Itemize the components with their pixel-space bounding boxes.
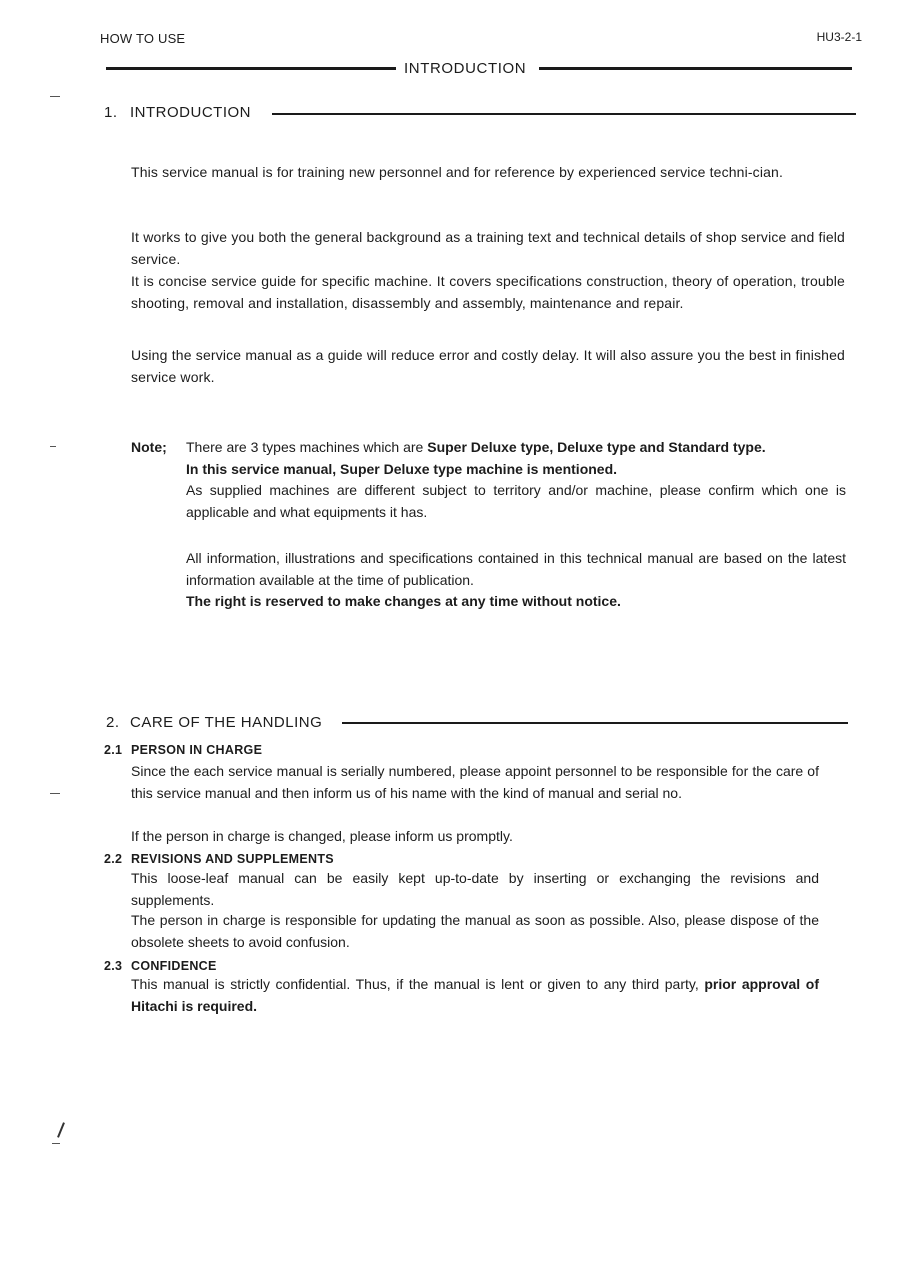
subsection-2-2-text-2: The person in charge is responsible for updating the manual as soon as possible. Also, please dispose of the obsolete sheets to avoid confusion. — [131, 912, 819, 950]
note-machine-types: Super Deluxe type, Deluxe type and Standard type. — [427, 439, 766, 455]
subsection-2-2-title: REVISIONS AND SUPPLEMENTS — [131, 852, 334, 866]
section-1-number: 1. — [104, 104, 118, 121]
subsection-2-3-text-main: This manual is strictly confidential. Thus, if the manual is lent or given to any third party, — [131, 976, 705, 992]
scan-mark-4 — [57, 1122, 65, 1138]
header-rule-right — [539, 67, 852, 70]
section-1-heading — [104, 104, 251, 121]
scan-mark-2 — [50, 446, 56, 447]
section-2-rule — [342, 722, 848, 724]
section-title: INTRODUCTION — [404, 60, 527, 77]
note-label: Note; — [131, 439, 167, 455]
note-line-1-text: There are 3 types machines which are — [186, 439, 428, 455]
header-left-label: HOW TO USE — [100, 31, 186, 46]
subsection-2-3-text-1 — [131, 974, 819, 1017]
note-line-5: The right is reserved to make changes at any time without notice. — [186, 593, 621, 609]
subsection-2-3-text-approval: prior approval of Hitachi is required. — [131, 976, 819, 1014]
note-line-2: In this service manual, Super Deluxe type machine is mentioned. — [186, 461, 618, 477]
subsection-2-1-heading — [104, 743, 262, 757]
subsection-2-1-number: 2.1 — [104, 743, 123, 757]
intro-paragraph-4: Using the service manual as a guide will reduce error and costly delay. It will also assure you the best in finished service work. — [131, 347, 845, 385]
scan-mark-3 — [50, 793, 60, 794]
subsection-2-1-text-2: If the person in charge is changed, please inform us promptly. — [131, 828, 513, 844]
note-line-4: All information, illustrations and specifications contained in this technical manual are based on the latest information available at the time of publication. — [186, 550, 846, 588]
header-rule-left — [106, 67, 396, 70]
section-1-title: INTRODUCTION — [130, 104, 251, 121]
subsection-2-2-heading — [104, 852, 334, 866]
section-2-number: 2. — [106, 714, 120, 731]
scan-mark-1 — [50, 96, 60, 97]
intro-paragraph-3: It is concise service guide for specific machine. It covers specifications construction, theory of operation, trouble shooting, removal and installation, disassembly and assembly, maintenance and repair. — [131, 273, 845, 311]
subsection-2-3-number: 2.3 — [104, 959, 123, 973]
subsection-2-2-text-1: This loose-leaf manual can be easily kept up-to-date by inserting or exchanging the revisions and supplements. — [131, 870, 819, 908]
note-line-3: As supplied machines are different subject to territory and/or machine, please confirm which one is applicable and what equipments it has. — [186, 482, 846, 520]
subsection-2-3-heading — [104, 959, 217, 973]
page-code: HU3-2-1 — [816, 30, 862, 44]
intro-paragraph-2: It works to give you both the general background as a training text and technical details of shop service and field service. — [131, 229, 845, 267]
section-2-heading — [106, 714, 322, 731]
subsection-2-3-title: CONFIDENCE — [131, 959, 217, 973]
subsection-2-1-title: PERSON IN CHARGE — [131, 743, 263, 757]
section-1-rule — [272, 113, 856, 115]
subsection-2-2-number: 2.2 — [104, 852, 123, 866]
intro-paragraph-1: This service manual is for training new personnel and for reference by experienced service techni-cian. — [131, 164, 783, 180]
section-2-title: CARE OF THE HANDLING — [130, 714, 323, 731]
scan-mark-5 — [52, 1143, 60, 1144]
subsection-2-1-text-1: Since the each service manual is serially numbered, please appoint personnel to be responsible for the care of this service manual and then inform us of his name with the kind of manual and serial no. — [131, 763, 819, 801]
note-line-1 — [186, 437, 846, 459]
